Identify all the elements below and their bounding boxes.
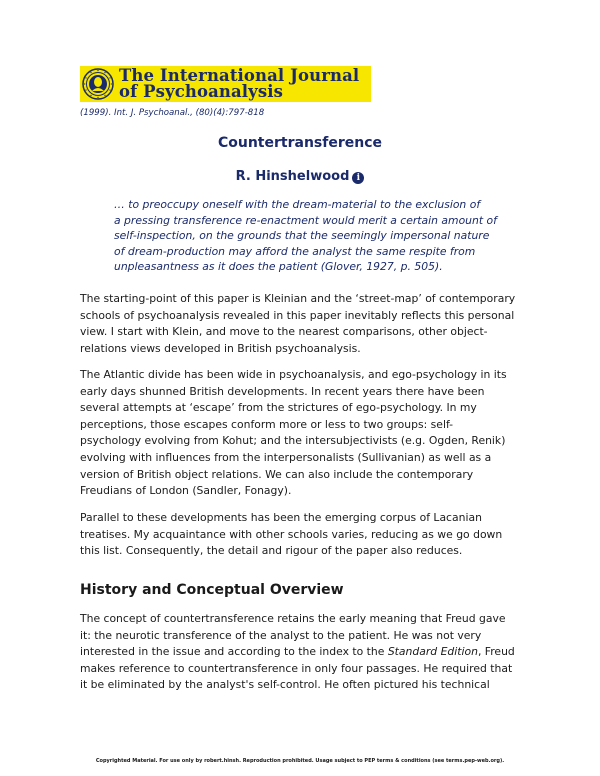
text-line: it be eliminated by the analyst's self-control. He often pictured his technical: [80, 678, 490, 692]
standard-edition-title: Standard Edition: [387, 645, 478, 659]
journal-logo[interactable]: [80, 66, 371, 102]
text-line: Freudians of London (Sandler, Fonagy).: [80, 484, 292, 498]
citation: (1999). Int. J. Psychoanal., (80)(4):797-818: [80, 108, 265, 118]
text-line: psychology evolving from Kohut; and the intersubjectivists (e.g. Ogden, Renik): [80, 434, 506, 448]
section-heading: History and Conceptual Overview: [80, 582, 344, 598]
text-line: version of British object relations. We can also include the contemporary: [80, 467, 474, 481]
paragraph-1: [80, 291, 550, 357]
journal-seal-icon: [82, 68, 114, 100]
text-line: evolving with influences from the interpersonalists (Sullivanian) as well as a: [80, 450, 492, 464]
text-line: relations views developed in British psychoanalysis.: [80, 341, 361, 355]
info-icon[interactable]: i: [352, 172, 364, 184]
journal-name: [119, 68, 359, 100]
text-segment: , Freud: [477, 645, 515, 659]
paragraph-4: [80, 611, 550, 694]
paragraph-3: [80, 510, 550, 560]
text-line: The Atlantic divide has been wide in psychoanalysis, and ego-psychology in its: [80, 368, 507, 381]
journal-name-line1: The International Journal: [119, 66, 360, 85]
text-line: makes reference to countertransference in only four passages. He required that: [80, 661, 513, 675]
text-line: [80, 644, 550, 661]
text-line: several attempts at ‘escape’ from the strictures of ego-psychology. In my: [80, 401, 477, 415]
epigraph-line: unpleasantness as it does the patient (Glover, 1927, p. 505).: [114, 260, 443, 273]
epigraph-line: self-inspection, on the grounds that the seemingly impersonal nature: [114, 229, 490, 242]
epigraph-line: of dream-production may afford the analyst the same respite from: [114, 244, 476, 258]
journal-name-line2: of Psychoanalysis: [119, 82, 283, 101]
epigraph-line: … to preoccupy oneself with the dream-material to the exclusion of: [114, 198, 481, 211]
text-line: perceptions, those escapes conform more or less to two groups: self-: [80, 417, 454, 431]
text-line: The concept of countertransference retains the early meaning that Freud gave: [80, 612, 506, 625]
author-name[interactable]: R. Hinshelwood: [235, 169, 350, 184]
text-line: Parallel to these developments has been the emerging corpus of Lacanian: [80, 511, 482, 524]
text-line: this list. Consequently, the detail and rigour of the paper also reduces.: [80, 544, 463, 558]
text-segment: interested in the issue and according to the index to the: [80, 645, 388, 659]
text-line: it: the neurotic transference of the analyst to the patient. He was not very: [80, 628, 482, 642]
copyright-footer: Copyrighted Material. For use only by robert.hinsh. Reproduction prohibited. Usage subject to PEP terms & conditions (see terms.pep-web.org).: [95, 758, 505, 764]
text-line: schools of psychoanalysis revealed in this paper inevitably reflects this personal: [80, 308, 515, 322]
text-line: view. I start with Klein, and move to the nearest comparisons, other object-: [80, 325, 488, 339]
epigraph-line: a pressing transference re-enactment would merit a certain amount of: [114, 213, 497, 227]
author-line: [0, 169, 600, 184]
epigraph: [114, 197, 497, 275]
text-line: early days shunned British developments. In recent years there have been: [80, 384, 485, 398]
text-line: The starting-point of this paper is Kleinian and the ‘street-map’ of contemporary: [80, 292, 516, 305]
article-title: Countertransference: [217, 135, 382, 151]
paragraph-2: [80, 367, 550, 500]
text-line: treatises. My acquaintance with other schools varies, reducing as we go down: [80, 527, 503, 541]
